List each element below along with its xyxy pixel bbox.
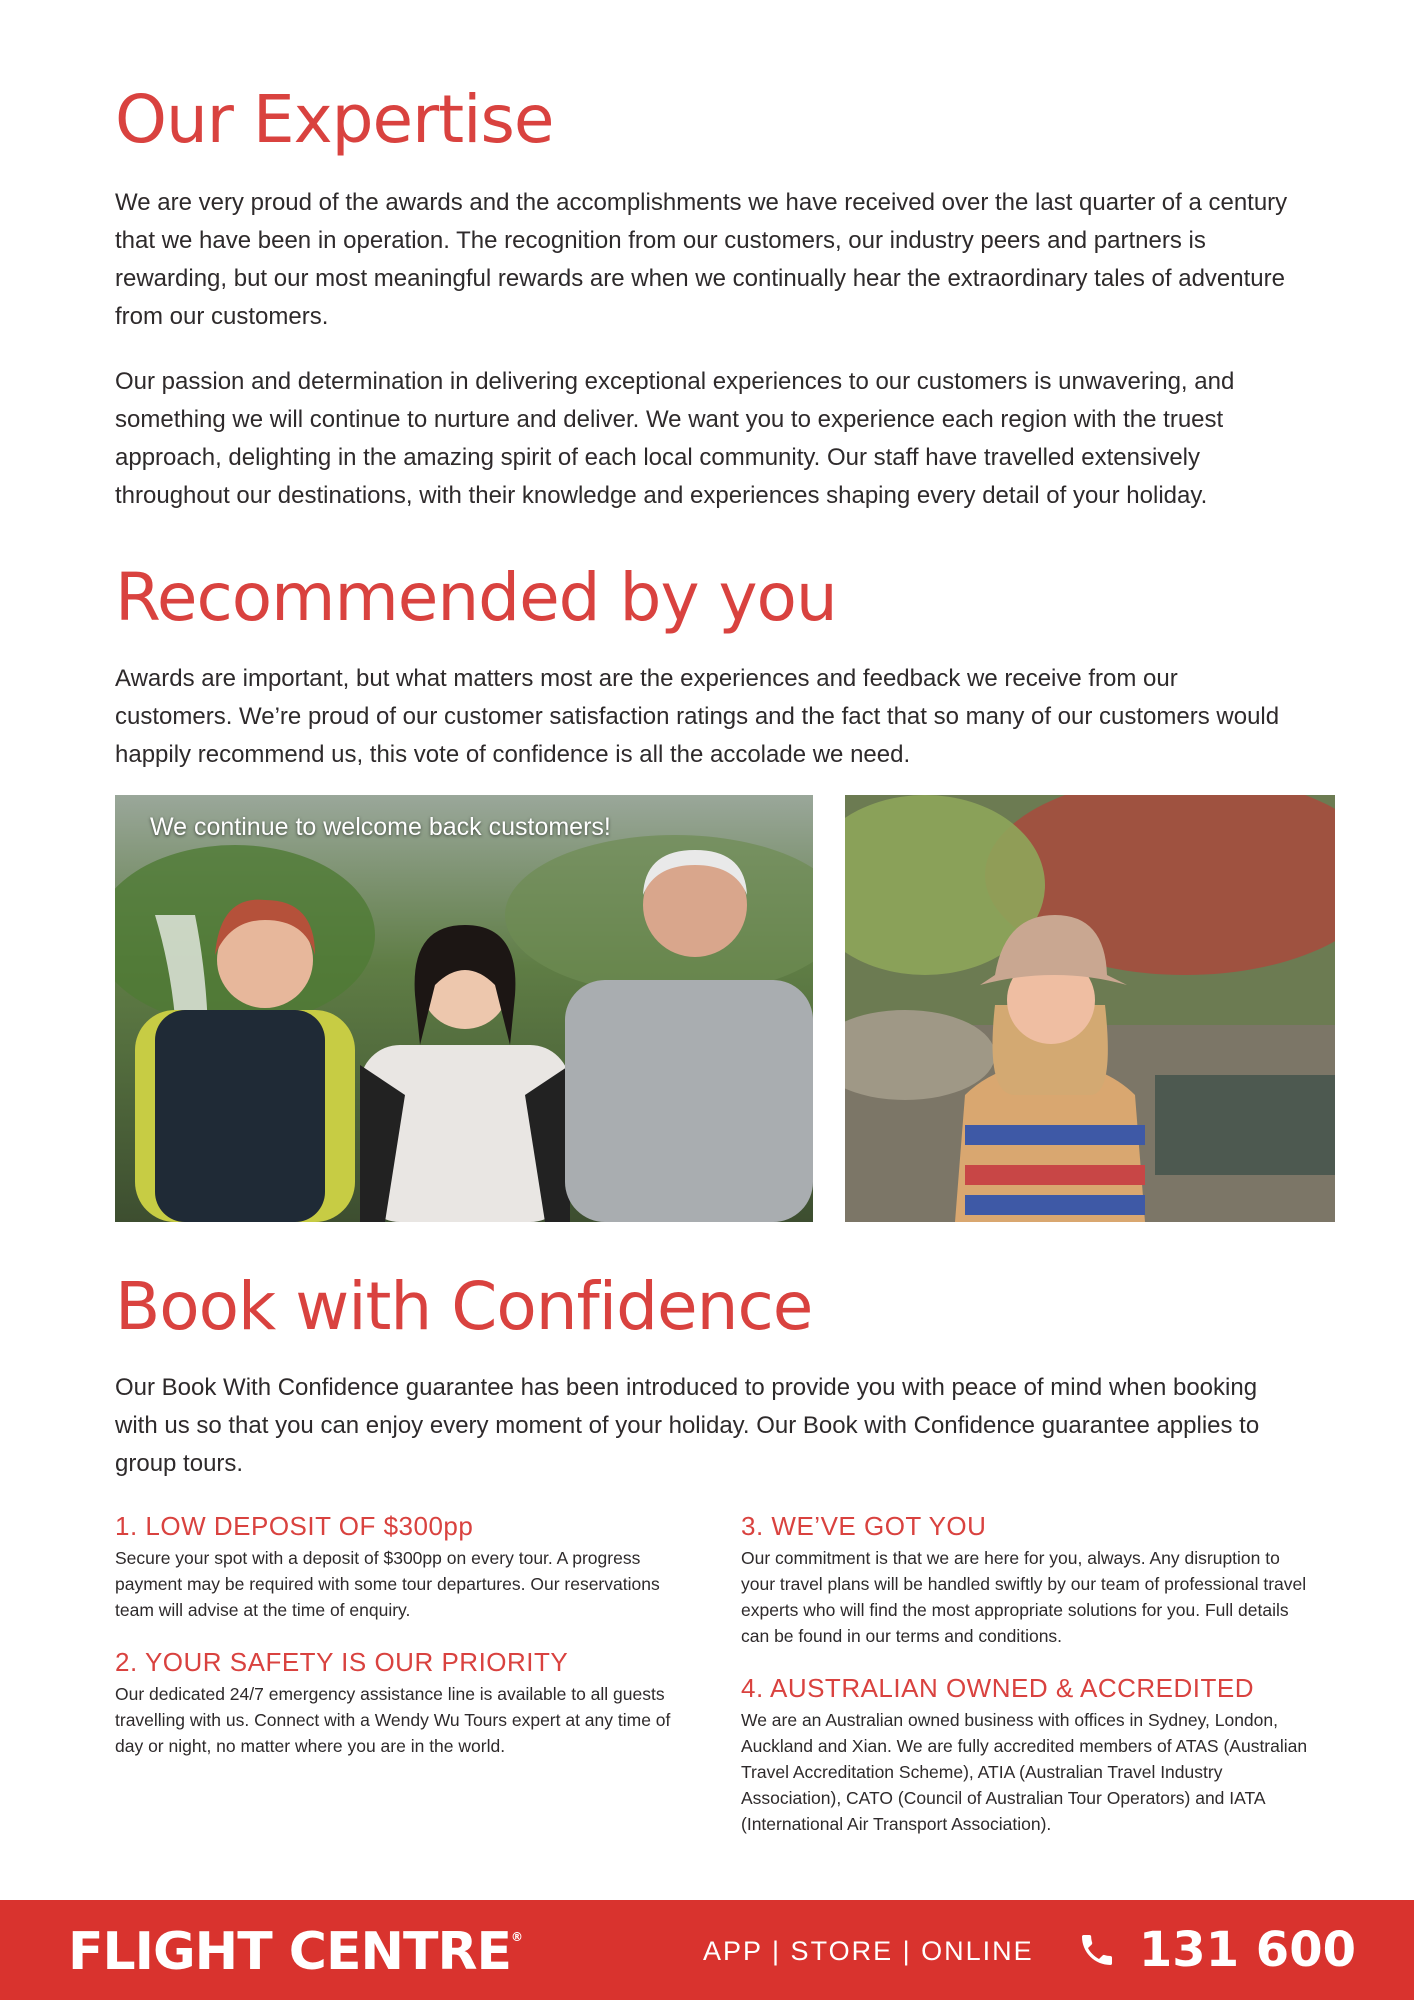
guarantee-title-4: 4. AUSTRALIAN OWNED & ACCREDITED (741, 1673, 1254, 1703)
expertise-paragraph-2: Our passion and determination in delivering exceptional experiences to our customers is unwavering, and something we will continue to nurture and deliver. We want you to experience each region with the truest approach, delighting in the amazing spirit of each local community. Our staff have travelled extensively throughout our destinations, with their knowledge and experiences shaping every detail of your holiday. (115, 368, 1235, 509)
guarantee-title-2: 2. YOUR SAFETY IS OUR PRIORITY (115, 1647, 569, 1677)
phone-number[interactable] (1077, 1922, 1356, 1978)
guarantee-title-3: 3. WE’VE GOT YOU (741, 1511, 987, 1541)
guarantee-column-left (115, 1507, 715, 1779)
guarantee-column-right (741, 1507, 1341, 1857)
brand-name: FLIGHT CENTRE (68, 1922, 512, 1982)
channels-links[interactable]: APP | STORE | ONLINE (703, 1936, 1034, 1966)
customers-group-photo (115, 795, 813, 1222)
flight-centre-logo[interactable] (68, 1922, 522, 1982)
guarantee-title-1: 1. LOW DEPOSIT OF $300pp (115, 1511, 474, 1541)
guarantee-text-4: We are an Australian owned business with offices in Sydney, London, Auckland and Xian. We are fully accredited members of ATAS (Australian Travel Accreditation Scheme), ATIA (Australian Travel Industry Association), CATO (Council of Australian Tour Operators) and IATA (International Air Transport Association). (741, 1710, 1308, 1834)
phone-icon (1077, 1930, 1117, 1970)
guarantee-text-1: Secure your spot with a deposit of $300pp on every tour. A progress payment may be required with some tour departures. Our reservations team will advise at the time of enquiry. (115, 1548, 660, 1620)
expertise-heading: Our Expertise (115, 81, 554, 158)
recommended-paragraph: Awards are important, but what matters most are the experiences and feedback we receive from our customers. We’re proud of our customer satisfaction ratings and the fact that so many of our customers would happily recommend us, this vote of confidence is all the accolade we need. (115, 665, 1280, 768)
footer-bar (0, 1900, 1414, 2000)
recommended-heading: Recommended by you (115, 559, 837, 636)
photo-caption: We continue to welcome back customers! (150, 813, 611, 841)
registered-mark: ® (511, 1930, 523, 1944)
phone-number-text: 131 600 (1138, 1922, 1356, 1978)
confidence-heading: Book with Confidence (115, 1268, 813, 1345)
confidence-paragraph: Our Book With Confidence guarantee has been introduced to provide you with peace of mind when booking with us so that you can enjoy every moment of your holiday. Our Book with Confidence guarantee applies to group tours. (115, 1374, 1260, 1477)
customer-garden-photo (845, 795, 1335, 1222)
guarantee-text-2: Our dedicated 24/7 emergency assistance line is available to all guests travelling with us. Connect with a Wendy Wu Tours expert at any time of day or night, no matter where you are in the world. (115, 1684, 671, 1756)
guarantee-text-3: Our commitment is that we are here for you, always. Any disruption to your travel plans will be handled swiftly by our team of professional travel experts who will find the most appropriate solutions for you. Full details can be found in our terms and conditions. (741, 1548, 1307, 1646)
expertise-paragraph-1: We are very proud of the awards and the accomplishments we have received over the last quarter of a century that we have been in operation. The recognition from our customers, our industry peers and partners is rewarding, but our most meaningful rewards are when we continually hear the extraordinary tales of adventure from our customers. (115, 189, 1288, 330)
